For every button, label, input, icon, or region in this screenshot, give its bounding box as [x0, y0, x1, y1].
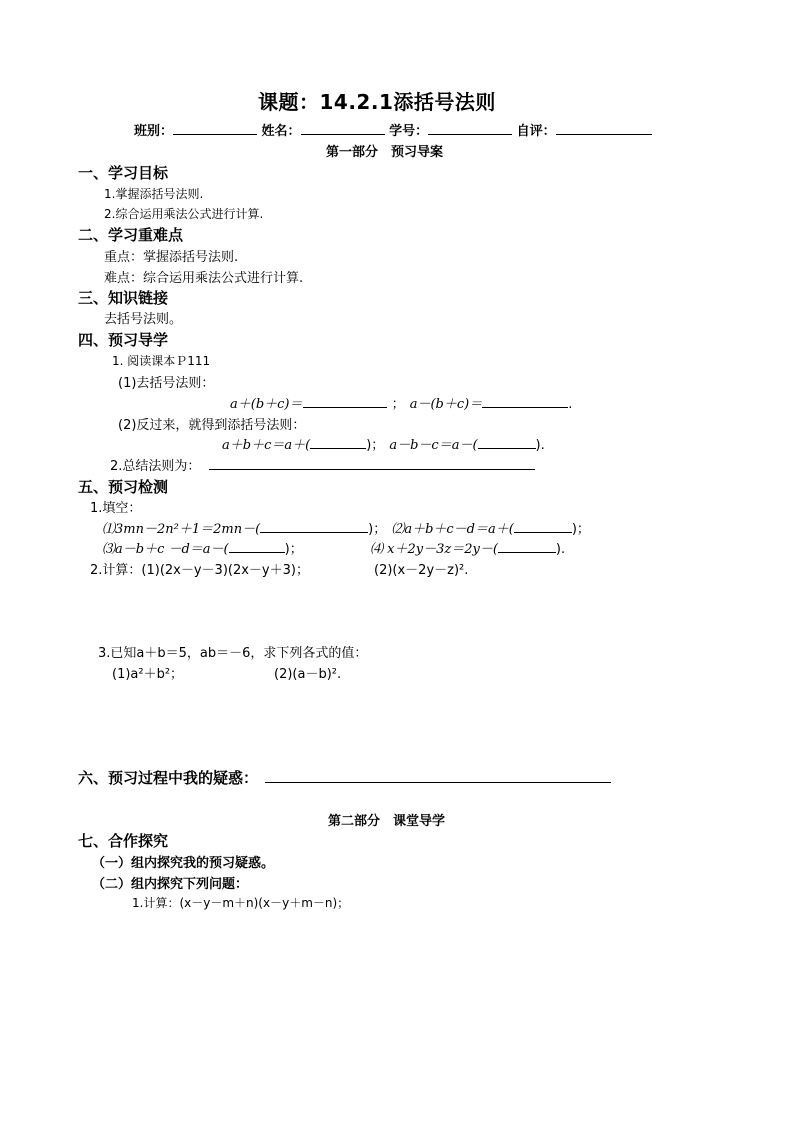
f1-end: )； [368, 522, 387, 537]
q2-expr-a: a＋b＋c＝a＋( [222, 438, 311, 453]
eval-label: 自评： [516, 124, 556, 139]
s5-calc: 2.计算：(1)(2x－y－3)(2x－y＋3)； [90, 563, 309, 578]
s4-q2-label: (2)反过来，就得到添括号法则： [118, 418, 306, 433]
s4-q1-label: (1)去括号法则： [118, 376, 215, 391]
s5-known-2: (2)(a－b)². [274, 667, 342, 682]
class-field[interactable] [173, 122, 257, 135]
q1-end: . [568, 397, 573, 412]
q1-expr-a: a＋(b＋c)＝ [230, 397, 303, 412]
f4-expr: ⑷ x＋2y－3z＝2y－( [370, 542, 498, 557]
q1-blank-a[interactable] [303, 395, 387, 408]
s5-calc-2: (2)(x－2y－z)². [374, 563, 469, 578]
s5-known: 3.已知a＋b＝5，ab＝－6，求下列各式的值： [98, 646, 368, 661]
f3-end: )； [284, 542, 303, 557]
q1-expr-b: a－(b＋c)＝ [409, 397, 483, 412]
s5-fill-row1 [102, 518, 590, 537]
s1-item-2: 2.综合运用乘法公式进行计算. [104, 207, 264, 221]
s7-sub1: （一）组内探究我的预习疑惑。 [92, 856, 275, 871]
section5-heading: 五、预习检测 [78, 478, 169, 496]
name-field[interactable] [301, 122, 385, 135]
f4-end: ). [555, 542, 566, 557]
s1-item-1: 1.掌握添括号法则. [104, 187, 204, 201]
summary-blank[interactable] [209, 457, 535, 470]
s5-fill-row2-b [370, 538, 565, 557]
s2-item-1: 重点：掌握添括号法则. [104, 250, 239, 265]
s4-q1-line [230, 393, 572, 412]
s5-known-1: (1)a²＋b²； [112, 667, 184, 682]
part1-title: 第一部分 预习导案 [326, 145, 444, 160]
f3-blank[interactable] [229, 540, 285, 553]
s4-summary [110, 455, 535, 474]
s5-fill-row2-a [102, 538, 303, 557]
q1-blank-b[interactable] [482, 395, 568, 408]
page-title: 课题：14.2.1添括号法则 [258, 90, 496, 114]
summary-label: 2.总结法则为： [110, 459, 201, 474]
f4-blank[interactable] [498, 540, 556, 553]
class-label: 班别： [134, 124, 174, 139]
s7-item1: 1.计算：(x－y－m＋n)(x－y＋m－n)； [132, 896, 350, 910]
f2-expr: ⑵a＋b＋c－d＝a＋( [391, 522, 514, 537]
section6-heading: 六、预习过程中我的疑惑： [78, 769, 259, 787]
section7-heading: 七、合作探究 [78, 832, 169, 850]
f1-blank[interactable] [260, 520, 368, 533]
f2-blank[interactable] [514, 520, 572, 533]
q2-blank-b[interactable] [478, 436, 536, 449]
eval-field[interactable] [556, 122, 652, 135]
info-line [134, 120, 652, 139]
s3-item-1: 去括号法则。 [104, 312, 183, 327]
f1-expr: ⑴3mn－2n²＋1＝2mn－( [102, 522, 261, 537]
s7-sub2: （二）组内探究下列问题： [92, 877, 249, 892]
q2-expr-b: a－b－c＝a－( [389, 438, 478, 453]
f2-end: )； [571, 522, 590, 537]
q2-blank-a[interactable] [310, 436, 366, 449]
s2-item-2: 难点：综合运用乘法公式进行计算. [104, 271, 304, 286]
q2-b-end: ). [535, 438, 545, 453]
part2-title: 第二部分 课堂导学 [328, 814, 446, 829]
section3-heading: 三、知识链接 [78, 289, 169, 307]
q2-a-end: )； [366, 438, 385, 453]
f3-expr: ⑶a－b＋c －d＝a－( [102, 542, 229, 557]
s5-fill-label: 1.填空： [90, 501, 142, 516]
q1-sep: ； [391, 397, 405, 412]
s4-read: 1. 阅读课本Ｐ111 [112, 354, 211, 368]
id-field[interactable] [428, 122, 512, 135]
name-label: 姓名： [261, 124, 301, 139]
id-label: 学号： [389, 124, 429, 139]
section4-heading: 四、预习导学 [78, 331, 169, 349]
section6-line [78, 767, 611, 788]
section2-heading: 二、学习重难点 [78, 226, 184, 244]
section1-heading: 一、学习目标 [78, 164, 169, 182]
s4-q2-line [222, 434, 545, 453]
doubts-blank[interactable] [265, 770, 611, 783]
